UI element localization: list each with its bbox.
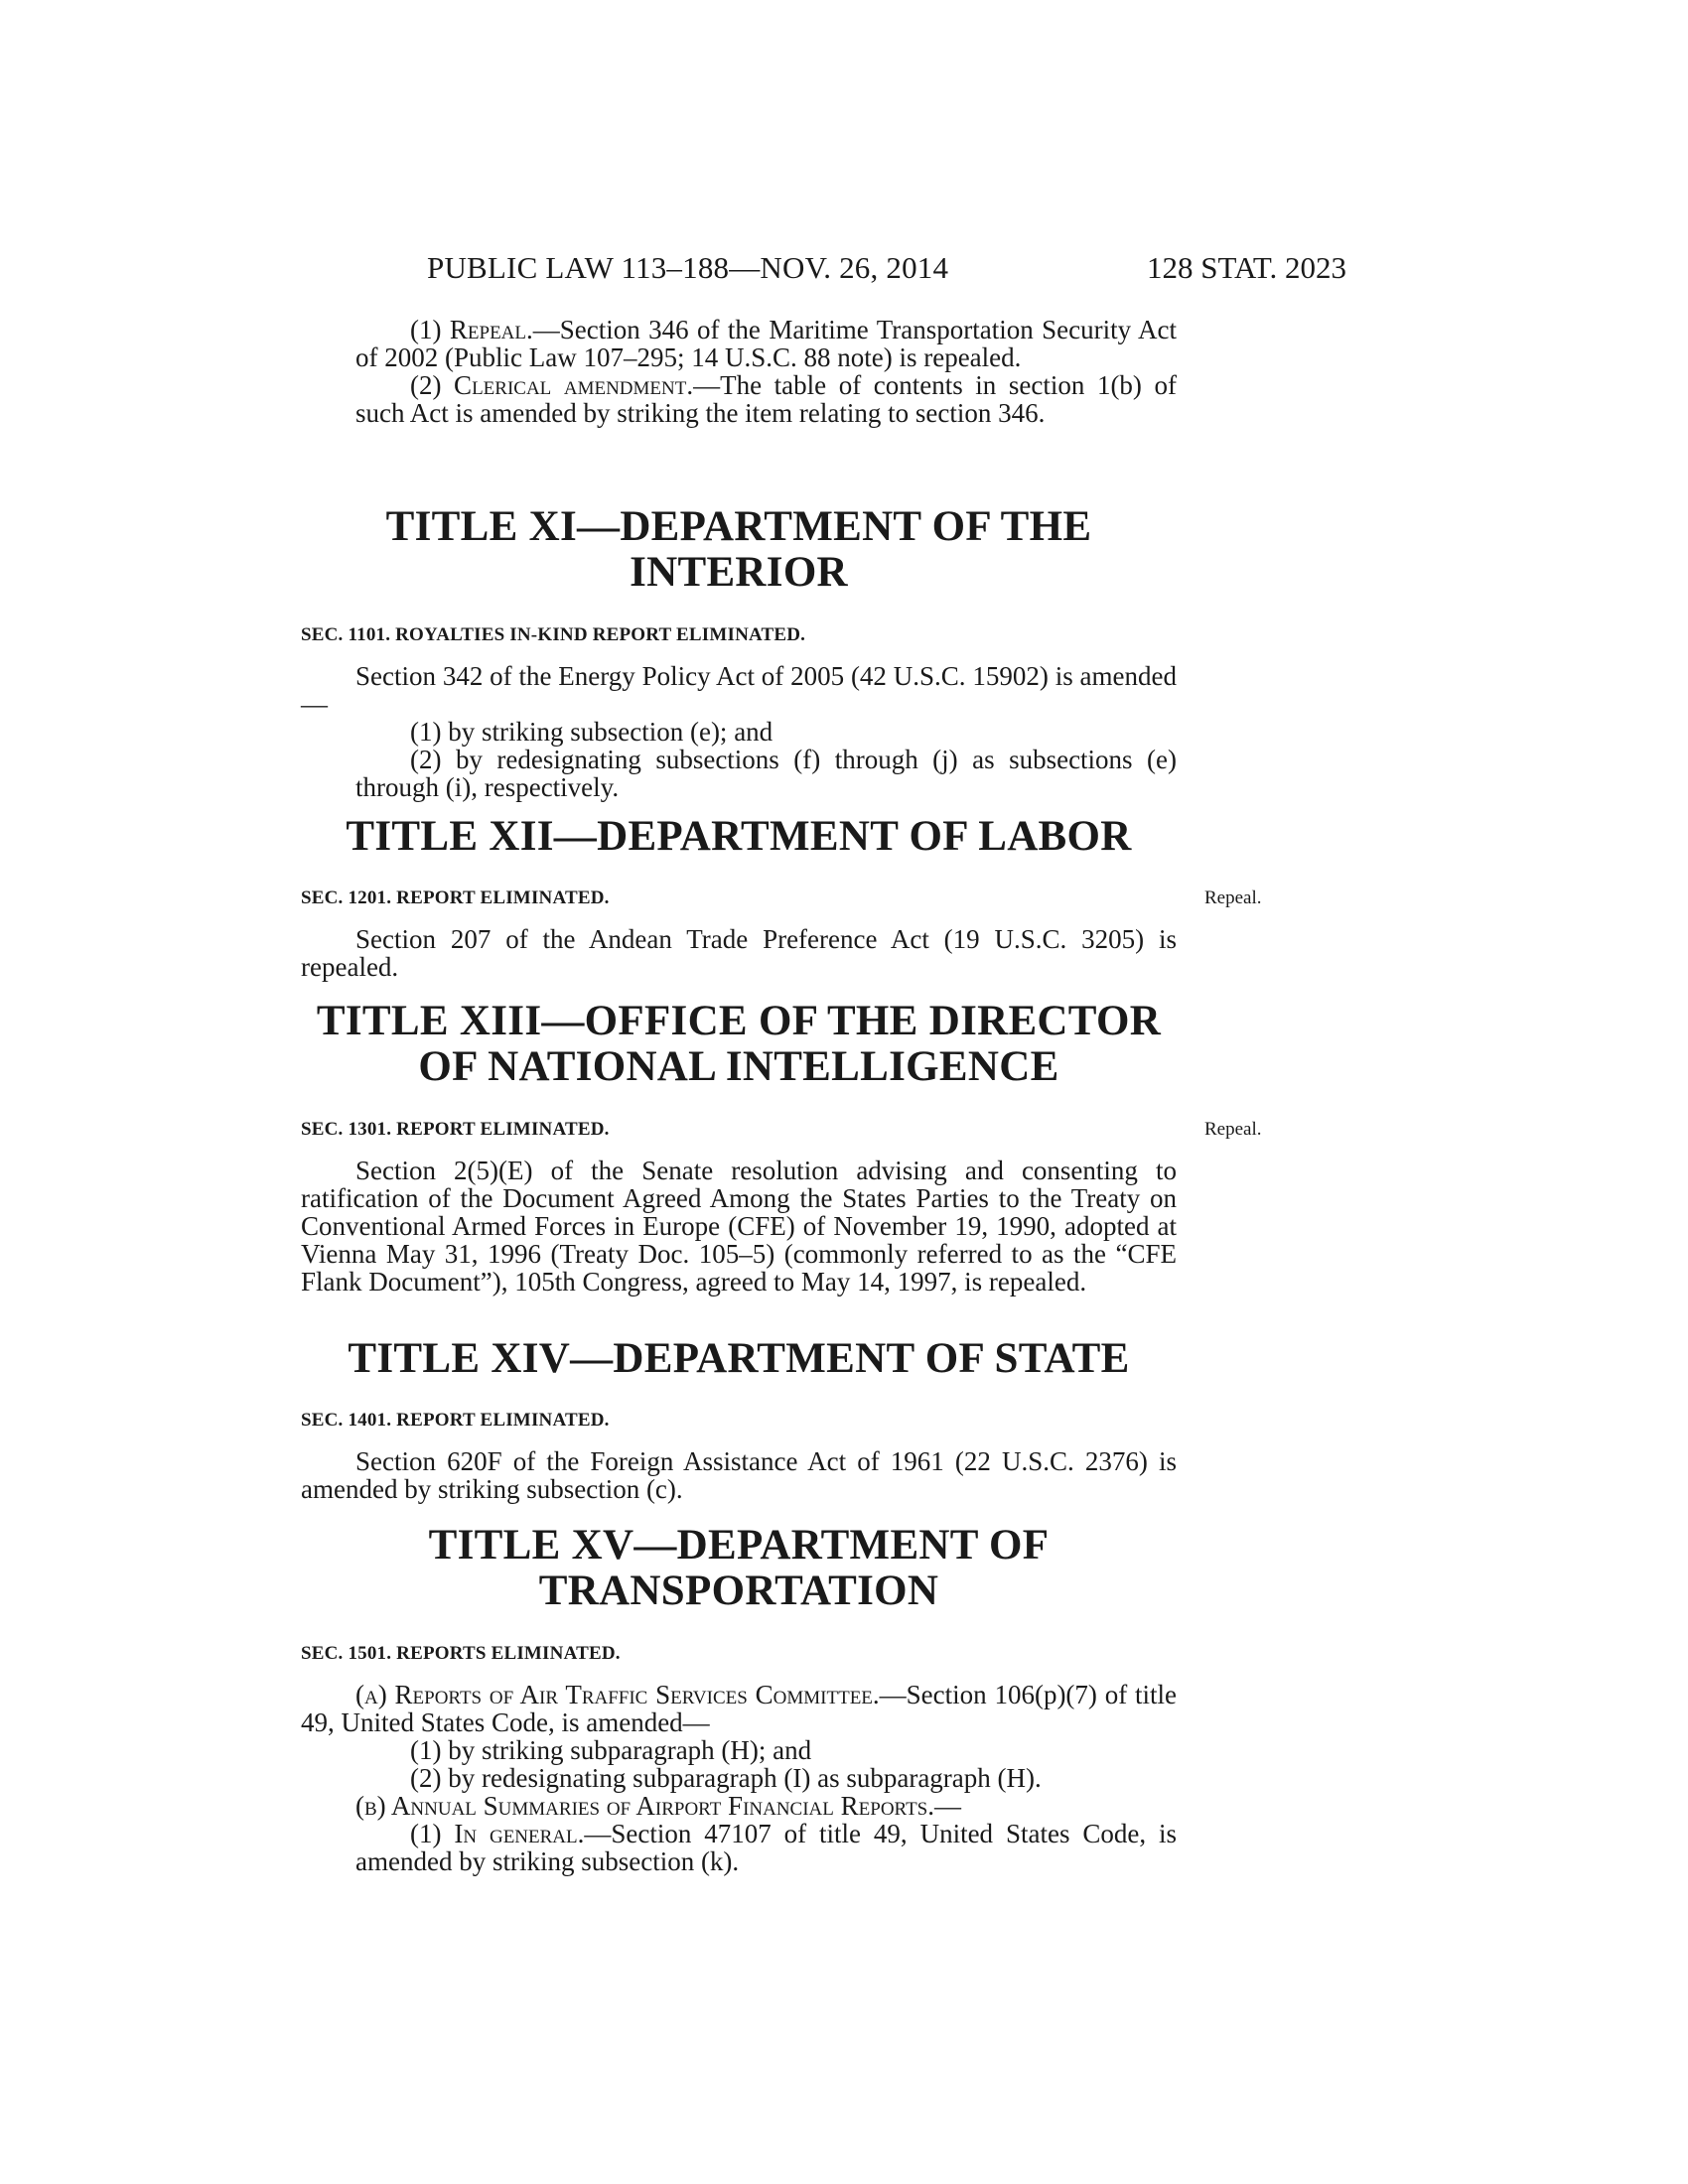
running-header-stat-page: 128 STAT. 2023 <box>1147 250 1347 285</box>
sec-1501-heading: SEC. 1501. REPORTS ELIMINATED. <box>301 1643 621 1664</box>
sec-1401-heading: SEC. 1401. REPORT ELIMINATED. <box>301 1410 610 1431</box>
title-xiii-heading: TITLE XIII—OFFICE OF THE DIRECTOR OF NATIONAL INTELLIGENCE <box>316 998 1162 1090</box>
sec-1201 <box>301 887 1177 909</box>
sec-1401-paragraph: Section 620F of the Foreign Assistance Act of 1961 (22 U.S.C. 2376) is amended by striking subsection (c). <box>301 1446 1177 1504</box>
sec-1301-heading: SEC. 1301. REPORT ELIMINATED. <box>301 1119 610 1140</box>
title-xi-heading: TITLE XI—DEPARTMENT OF THE INTERIOR <box>385 503 1092 596</box>
clerical-amendment-paragraph: (2) Clerical amendment.—The table of contents in section 1(b) of such Act is amended by striking the item relating to section 346. <box>355 370 1177 428</box>
title-xv-section <box>301 1523 1177 1614</box>
sec-1301 <box>301 1119 1177 1141</box>
sec-1101-item-1: (1) by striking subsection (e); and <box>410 717 774 747</box>
sec-1201-body <box>301 925 1177 981</box>
running-header-law: PUBLIC LAW 113–188—NOV. 26, 2014 <box>427 250 949 285</box>
sec-1401-body <box>301 1447 1177 1503</box>
sec-1501 <box>301 1643 1177 1665</box>
repeal-paragraph: (1) Repeal.—Section 346 of the Maritime Transportation Security Act of 2002 (Public Law 107–295; 14 U.S.C. 88 note) is repealed. <box>355 315 1177 372</box>
title-xiv-heading: TITLE XIV—DEPARTMENT OF STATE <box>348 1335 1130 1382</box>
sec-1201-paragraph: Section 207 of the Andean Trade Preference Act (19 U.S.C. 3205) is repealed. <box>301 924 1177 982</box>
sec-1201-margin-note: Repeal. <box>1204 887 1262 908</box>
sec-1101-paragraph: Section 342 of the Energy Policy Act of 2005 (42 U.S.C. 15902) is amended— <box>301 661 1177 719</box>
title-xii-section <box>301 814 1177 860</box>
sec-1101-heading: SEC. 1101. ROYALTIES IN-KIND REPORT ELIMINATED. <box>301 624 806 645</box>
sec-1501-subsection-a: (a) Reports of Air Traffic Services Committee.—Section 106(p)(7) of title 49, United States Code, is amended— <box>301 1680 1178 1737</box>
sec-1501-a-item-1: (1) by striking subparagraph (H); and <box>410 1735 812 1765</box>
intro-section <box>301 316 1177 427</box>
sec-1101-item-2: (2) by redesignating subsections (f) through (j) as subsections (e) through (i), respectively. <box>355 745 1177 802</box>
sec-1301-margin-note: Repeal. <box>1204 1119 1262 1140</box>
sec-1501-a-item-2: (2) by redesignating subparagraph (I) as subparagraph (H). <box>410 1763 1042 1793</box>
sec-1501-body <box>301 1681 1177 1875</box>
sec-1201-heading: SEC. 1201. REPORT ELIMINATED. <box>301 887 610 908</box>
title-xi-section <box>301 504 1177 596</box>
title-xv-heading: TITLE XV—DEPARTMENT OF TRANSPORTATION <box>428 1522 1050 1614</box>
sec-1501-b-item-1: (1) In general.—Section 47107 of title 49, United States Code, is amended by striking subsection (k). <box>355 1819 1177 1876</box>
title-xiii-section <box>301 999 1177 1090</box>
sec-1301-body <box>301 1157 1177 1296</box>
title-xii-heading: TITLE XII—DEPARTMENT OF LABOR <box>346 813 1132 860</box>
sec-1301-paragraph: Section 2(5)(E) of the Senate resolution advising and consenting to ratification of the Document Agreed Among the States Parties to the Treaty on Conventional Armed Forces in Europe (CFE) of November 19, 1990, adopted at Vienna May 31, 1996 (Treaty Doc. 105–5) (commonly referred to as the “CFE Flank Document”), 105th Congress, agreed to May 14, 1997, is repealed. <box>301 1156 1177 1297</box>
title-xiv-section <box>301 1336 1177 1382</box>
sec-1501-subsection-b: (b) Annual Summaries of Airport Financial Reports.— <box>355 1791 961 1821</box>
sec-1101-body <box>301 662 1177 801</box>
sec-1401 <box>301 1410 1177 1432</box>
sec-1101 <box>301 624 1177 646</box>
